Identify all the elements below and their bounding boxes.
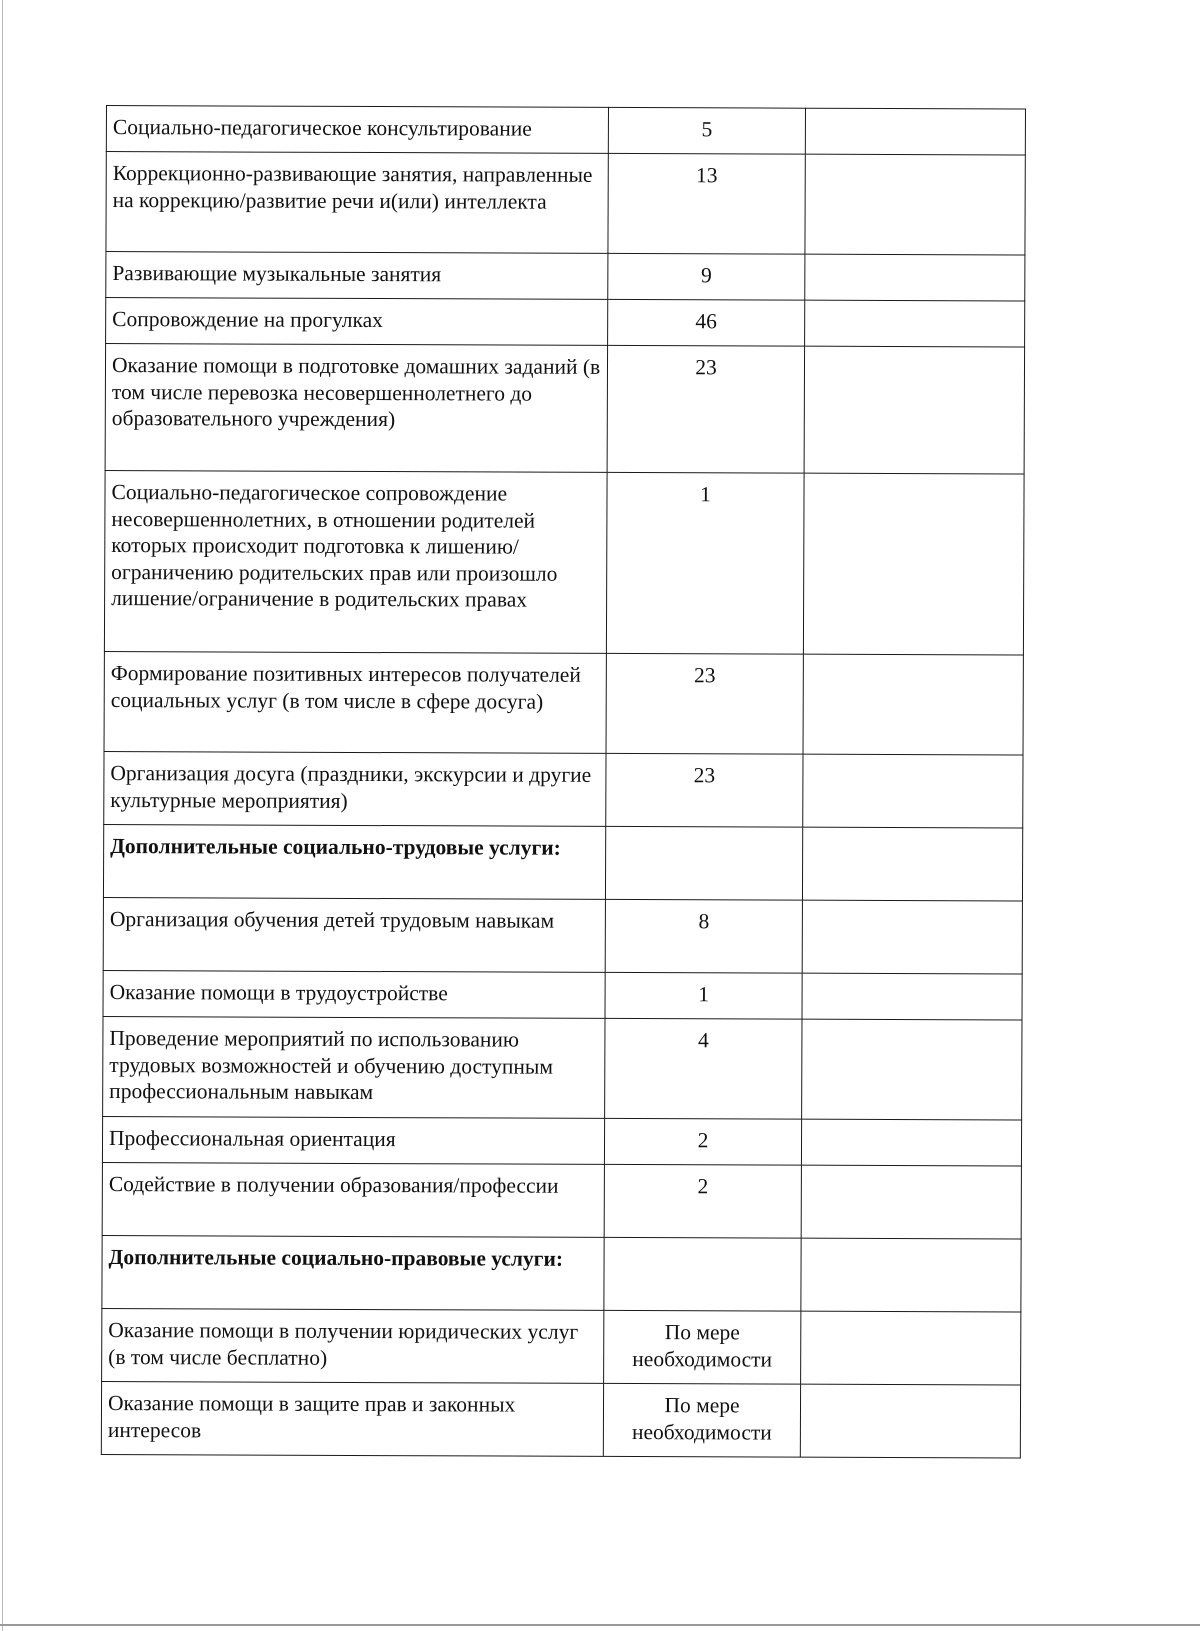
section-title-cell: Дополнительные социально-правовые услуги:: [102, 1235, 605, 1310]
quantity-cell: 4: [605, 1018, 802, 1119]
quantity-cell: По мере необходимости: [604, 1383, 800, 1457]
quantity-cell: 5: [609, 107, 805, 154]
table-row: [101, 1381, 1020, 1458]
table-row: [104, 751, 1023, 828]
service-name-cell: Организация досуга (праздники, экскурсии и другие культурные мероприятия): [104, 751, 607, 826]
section-header-row: [103, 824, 1022, 901]
table-row: [102, 1308, 1021, 1385]
service-name-cell: Оказание помощи в защите прав и законных интересов: [101, 1381, 604, 1456]
table-row: [106, 252, 1025, 302]
quantity-cell: 2: [605, 1164, 801, 1238]
table-row: [104, 651, 1023, 755]
quantity-cell: 1: [605, 972, 801, 1019]
empty-cell: [805, 108, 1026, 155]
quantity-cell: По мере необходимости: [604, 1310, 800, 1384]
service-name-cell: Сопровождение на прогулках: [106, 298, 609, 346]
service-name-cell: Формирование позитивных интересов получателей социальных услуг (в том числе в сфере досуга): [104, 651, 607, 753]
table-row: [103, 1016, 1022, 1120]
table-row: [106, 298, 1025, 348]
quantity-cell: 1: [607, 472, 804, 654]
services-table: [101, 105, 1026, 1459]
empty-cell: [802, 900, 1023, 974]
service-name-cell: Развивающие музыкальные занятия: [106, 252, 609, 300]
quantity-cell: 23: [608, 345, 805, 473]
service-name-cell: Оказание помощи в получении юридических услуг (в том числе бесплатно): [102, 1308, 605, 1383]
table-row: [106, 152, 1025, 256]
table-row: [102, 1162, 1021, 1239]
service-name-cell: Проведение мероприятий по использованию трудовых возможностей и обучению доступным профессиональным навыкам: [103, 1016, 606, 1118]
service-name-cell: Организация обучения детей трудовым навыкам: [103, 897, 606, 972]
service-name-cell: Содействие в получении образования/профессии: [102, 1162, 605, 1237]
quantity-cell: [604, 1237, 800, 1311]
quantity-cell: 23: [606, 653, 803, 754]
table-row: [105, 344, 1024, 475]
table-row: [103, 970, 1022, 1020]
empty-cell: [802, 754, 1023, 828]
service-name-cell: Коррекционно-развивающие занятия, направленные на коррекцию/развитие речи и(или) интеллекта: [106, 152, 609, 254]
quantity-cell: 9: [608, 253, 804, 300]
empty-cell: [804, 300, 1025, 347]
page-edge-bottom: [0, 1624, 1200, 1626]
empty-cell: [800, 1238, 1021, 1312]
service-name-cell: Социально-педагогическое консультирование: [106, 106, 609, 154]
empty-cell: [805, 154, 1026, 255]
empty-cell: [801, 1119, 1022, 1166]
service-name-cell: Социально-педагогическое сопровождение несовершеннолетних, в отношении родителей которых происходит подготовка к лишению/ограничению родительских прав или произошло лишение/ограничение в родительских правах: [104, 470, 607, 653]
table-row: [106, 106, 1025, 156]
table-row: [104, 470, 1024, 655]
section-header-row: [102, 1235, 1021, 1312]
quantity-cell: 8: [606, 899, 802, 973]
empty-cell: [800, 1311, 1021, 1385]
empty-cell: [801, 1019, 1022, 1120]
empty-cell: [802, 827, 1023, 901]
service-name-cell: Профессиональная ориентация: [102, 1116, 605, 1164]
service-name-cell: Оказание помощи в подготовке домашних заданий (в том числе перевозка несовершеннолетнего до образовательного учреждения): [105, 344, 608, 473]
empty-cell: [803, 654, 1024, 755]
quantity-cell: 46: [608, 299, 804, 346]
page-edge-left: [2, 0, 3, 1631]
section-title-cell: Дополнительные социально-трудовые услуги:: [103, 824, 606, 899]
empty-cell: [803, 473, 1024, 655]
empty-cell: [804, 254, 1025, 301]
service-name-cell: Оказание помощи в трудоустройстве: [103, 970, 606, 1018]
quantity-cell: 13: [608, 153, 805, 254]
quantity-cell: [606, 826, 802, 900]
table-row: [102, 1116, 1021, 1166]
empty-cell: [801, 1165, 1022, 1239]
empty-cell: [800, 1384, 1021, 1458]
empty-cell: [802, 973, 1023, 1020]
table-body: [101, 106, 1025, 1459]
quantity-cell: 23: [606, 753, 802, 827]
table-row: [103, 897, 1022, 974]
quantity-cell: 2: [605, 1118, 801, 1165]
empty-cell: [804, 346, 1025, 474]
